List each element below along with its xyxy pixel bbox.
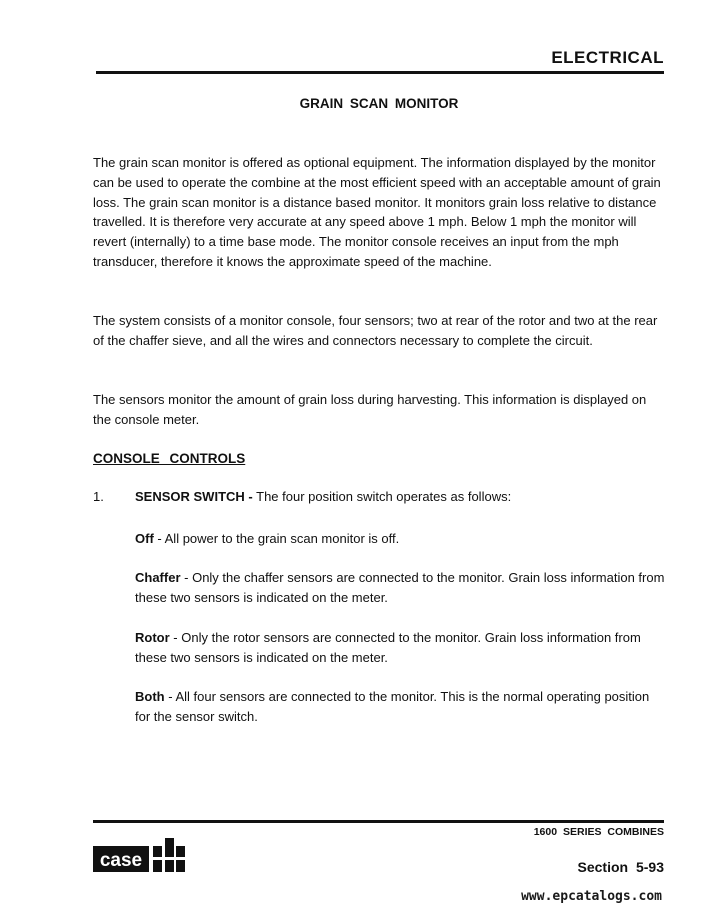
case-ih-logo — [93, 838, 185, 872]
option-rotor — [135, 628, 665, 668]
option-off-label: Off — [135, 531, 154, 546]
section-number: Section 5-93 — [577, 859, 664, 875]
option-rotor-label: Rotor — [135, 630, 170, 645]
item-label: SENSOR SWITCH - — [135, 489, 253, 504]
item-sensor-switch — [135, 489, 511, 504]
option-both-label: Both — [135, 689, 165, 704]
header-rule — [96, 71, 664, 74]
option-chaffer-text: - Only the chaffer sensors are connected to the monitor. Grain loss information from these two sensors is indicated on the meter. — [135, 570, 665, 605]
paragraph-intro: The grain scan monitor is offered as optional equipment. The information displayed by the monitor can be used to operate the combine at the most efficient speed with an acceptable amount of grain loss. The grain scan monitor is a distance based monitor. It monitors grain loss relative to distance travelled. It is therefore very accurate at any speed above 1 mph. Below 1 mph the monitor will revert (internally) to a time base mode. The monitor console receives an input from the mph transducer, therefore it knows the approximate speed of the machine. — [93, 155, 661, 269]
section-heading: CONSOLE CONTROLS — [93, 451, 246, 466]
option-rotor-text: - Only the rotor sensors are connected to the monitor. Grain loss information from these two sensors is indicated on the meter. — [135, 630, 641, 665]
option-chaffer-label: Chaffer — [135, 570, 181, 585]
option-off — [135, 529, 665, 549]
section-header: ELECTRICAL — [551, 48, 664, 67]
svg-text:case: case — [99, 850, 143, 871]
option-chaffer — [135, 568, 665, 608]
series-label: 1600 SERIES COMBINES — [533, 826, 664, 838]
option-both-text: - All four sensors are connected to the monitor. This is the normal operating position for the sensor switch. — [135, 689, 650, 724]
website-watermark[interactable]: www.epcatalogs.com — [521, 889, 662, 904]
item-text: The four position switch operates as follows: — [256, 489, 512, 504]
footer-rule — [93, 820, 664, 823]
paragraph-system: The system consists of a monitor console, four sensors; two at rear of the rotor and two at the rear of the chaffer sieve, and all the wires and connectors necessary to complete the circuit. — [93, 313, 658, 348]
paragraph-sensors: The sensors monitor the amount of grain loss during harvesting. This information is displayed on the console meter. — [93, 392, 647, 427]
page-title: GRAIN SCAN MONITOR — [299, 96, 459, 111]
item-number: 1. — [93, 489, 104, 504]
option-off-text: - All power to the grain scan monitor is off. — [157, 531, 400, 546]
option-both — [135, 687, 665, 727]
